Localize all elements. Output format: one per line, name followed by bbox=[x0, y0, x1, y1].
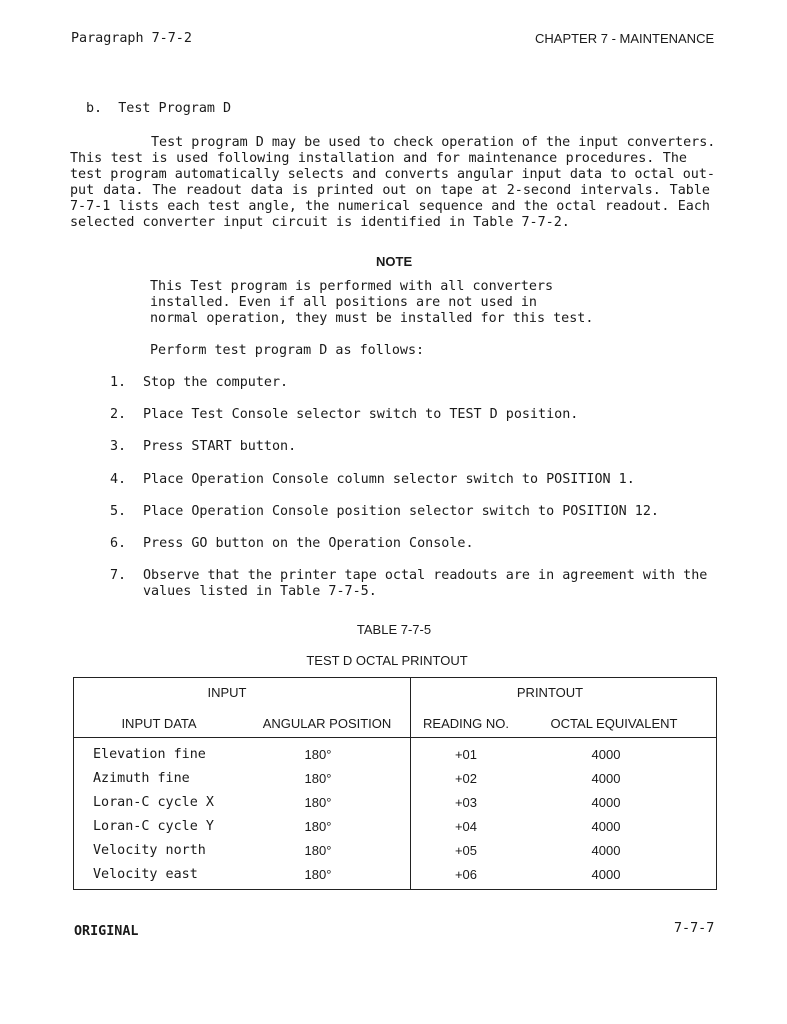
section-heading: b. Test Program D bbox=[86, 101, 232, 116]
table-cell-angular-position: 180° bbox=[304, 747, 332, 762]
step-text: Observe that the printer tape octal readouts are in agreement with the bbox=[143, 568, 708, 583]
table-cell-reading-no: +01 bbox=[454, 747, 478, 762]
table-cell-angular-position: 180° bbox=[304, 819, 332, 834]
step-number: 5. bbox=[110, 504, 127, 519]
note-line: This Test program is performed with all converters bbox=[150, 279, 554, 294]
table-cell-octal: 4000 bbox=[591, 867, 621, 882]
step-number: 3. bbox=[110, 439, 127, 454]
table-col-header: OCTAL EQUIVALENT bbox=[550, 716, 678, 731]
paragraph-line: selected converter input circuit is identified in Table 7-7-2. bbox=[70, 215, 570, 230]
table-cell-octal: 4000 bbox=[591, 819, 621, 834]
footer-page-number: 7-7-7 bbox=[674, 921, 715, 936]
paragraph-line: Test program D may be used to check operation of the input converters. bbox=[151, 135, 716, 150]
procedure-intro: Perform test program D as follows: bbox=[150, 343, 425, 358]
table-cell-octal: 4000 bbox=[591, 843, 621, 858]
step-text: Place Test Console selector switch to TEST D position. bbox=[143, 407, 579, 422]
note-line: installed. Even if all positions are not used in bbox=[150, 295, 537, 310]
note-title: NOTE bbox=[376, 254, 413, 269]
table-cell-octal: 4000 bbox=[591, 747, 621, 762]
table-cell-input-data: Loran-C cycle X bbox=[93, 795, 214, 810]
note-line: normal operation, they must be installed for this test. bbox=[150, 311, 594, 326]
step-text: values listed in Table 7-7-5. bbox=[143, 584, 377, 599]
step-text: Place Operation Console column selector switch to POSITION 1. bbox=[143, 472, 635, 487]
table-number: TABLE 7-7-5 bbox=[356, 622, 432, 637]
table-group-header-input: INPUT bbox=[207, 685, 247, 700]
table-title: TEST D OCTAL PRINTOUT bbox=[306, 653, 468, 668]
footer-original: ORIGINAL bbox=[74, 924, 139, 939]
table-cell-reading-no: +03 bbox=[454, 795, 478, 810]
step-text: Press START button. bbox=[143, 439, 297, 454]
table-cell-angular-position: 180° bbox=[304, 867, 332, 882]
step-text: Place Operation Console position selector switch to POSITION 12. bbox=[143, 504, 659, 519]
paragraph-line: put data. The readout data is printed out on tape at 2-second intervals. Table bbox=[70, 183, 710, 198]
table-cell-input-data: Azimuth fine bbox=[93, 771, 190, 786]
table-group-header-printout: PRINTOUT bbox=[516, 685, 584, 700]
table-col-header: INPUT DATA bbox=[121, 716, 197, 731]
table-cell-angular-position: 180° bbox=[304, 771, 332, 786]
step-text: Press GO button on the Operation Console. bbox=[143, 536, 474, 551]
table-cell-reading-no: +04 bbox=[454, 819, 478, 834]
table-cell-octal: 4000 bbox=[591, 771, 621, 786]
table-col-header: ANGULAR POSITION bbox=[262, 716, 392, 731]
step-number: 4. bbox=[110, 472, 127, 487]
step-number: 6. bbox=[110, 536, 127, 551]
table-divider-vertical bbox=[410, 677, 411, 890]
step-number: 1. bbox=[110, 375, 127, 390]
step-number: 7. bbox=[110, 568, 127, 583]
running-header-paragraph: Paragraph 7-7-2 bbox=[71, 31, 192, 46]
running-header-chapter: CHAPTER 7 - MAINTENANCE bbox=[535, 31, 715, 46]
table-cell-input-data: Loran-C cycle Y bbox=[93, 819, 214, 834]
table-cell-reading-no: +05 bbox=[454, 843, 478, 858]
table-cell-reading-no: +06 bbox=[454, 867, 478, 882]
paragraph-line: This test is used following installation and for maintenance procedures. The bbox=[70, 151, 687, 166]
table-cell-input-data: Velocity east bbox=[93, 867, 198, 882]
table-cell-reading-no: +02 bbox=[454, 771, 478, 786]
paragraph-line: test program automatically selects and converts angular input data to octal out- bbox=[70, 167, 715, 182]
table-cell-angular-position: 180° bbox=[304, 843, 332, 858]
table-col-header: READING NO. bbox=[423, 716, 509, 731]
step-text: Stop the computer. bbox=[143, 375, 289, 390]
table-divider-horizontal bbox=[73, 737, 717, 738]
step-number: 2. bbox=[110, 407, 127, 422]
table-cell-angular-position: 180° bbox=[304, 795, 332, 810]
table-cell-input-data: Velocity north bbox=[93, 843, 206, 858]
table-cell-octal: 4000 bbox=[591, 795, 621, 810]
paragraph-line: 7-7-1 lists each test angle, the numerical sequence and the octal readout. Each bbox=[70, 199, 710, 214]
table-cell-input-data: Elevation fine bbox=[93, 747, 206, 762]
